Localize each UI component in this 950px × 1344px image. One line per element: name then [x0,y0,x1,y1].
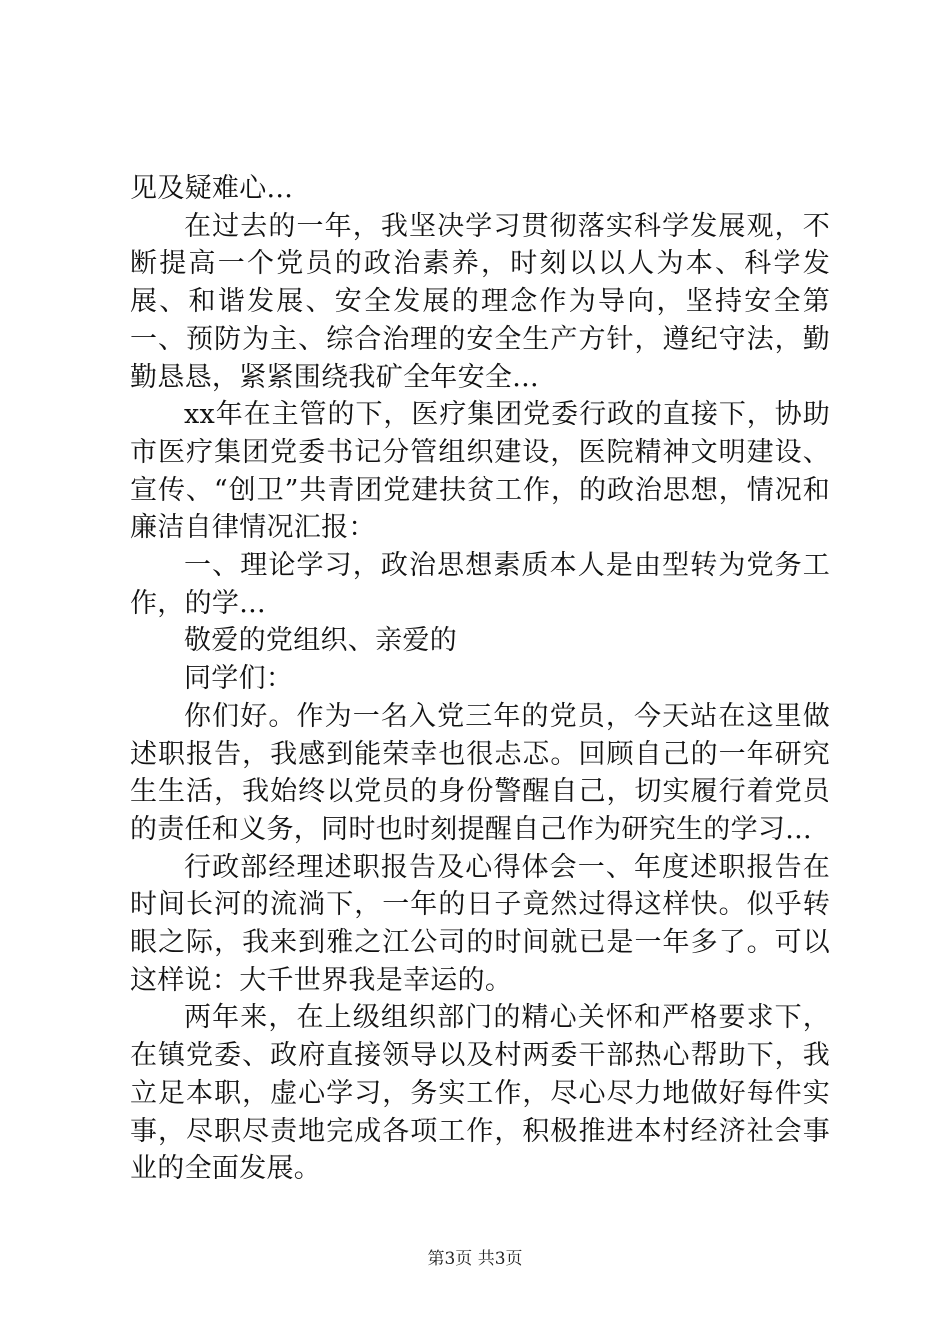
paragraph: 你们好。作为一名入党三年的党员，今天站在这里做述职报告，我感到能荣幸也很忐忑。回顾自己的一年研究生生活，我始终以党员的身份警醒自己，切实履行着党员的责任和义务，同时也时刻提醒自己作为研究生的学习... [130,700,830,845]
paragraph: 行政部经理述职报告及心得体会一、年度述职报告在时间长河的流淌下，一年的日子竟然过得这样快。似乎转眼之际，我来到雅之江公司的时间就已是一年多了。可以这样说：大千世界我是幸运的。 [130,851,830,996]
paragraph: 同学们： [184,663,294,695]
paragraph: 在过去的一年，我坚决学习贯彻落实科学发展观，不断提高一个党员的政治素养，时刻以以人为本、科学发展、和谐发展、安全发展的理念作为导向，坚持安全第一、预防为主、综合治理的安全生产方针，遵纪守法，勤勤恳恳，紧紧围绕我矿全年安全... [130,210,830,393]
paragraph: 一、理论学习，政治思想素质本人是由型转为党务工作，的学... [130,550,830,619]
document-body [130,170,830,1188]
paragraph: 两年来，在上级组织部门的精心关怀和严格要求下，在镇党委、政府直接领导以及村两委干部热心帮助下，我立足本职，虚心学习，务实工作，尽心尽力地做好每件实事，尽职尽责地完成各项工作，积极推进本村经济社会事业的全面发展。 [130,1002,830,1185]
paragraph: 敬爱的党组织、亲爱的 [184,625,457,657]
page-footer: 第3页 共3页 [427,1249,523,1269]
paragraph: xx年在主管的下，医疗集团党委行政的直接下，协助市医疗集团党委书记分管组织建设，医院精神文明建设、宣传、“创卫”共青团党建扶贫工作，的政治思想，情况和廉洁自律情况汇报： [130,399,830,544]
paragraph: 见及疑难心... [130,173,294,204]
